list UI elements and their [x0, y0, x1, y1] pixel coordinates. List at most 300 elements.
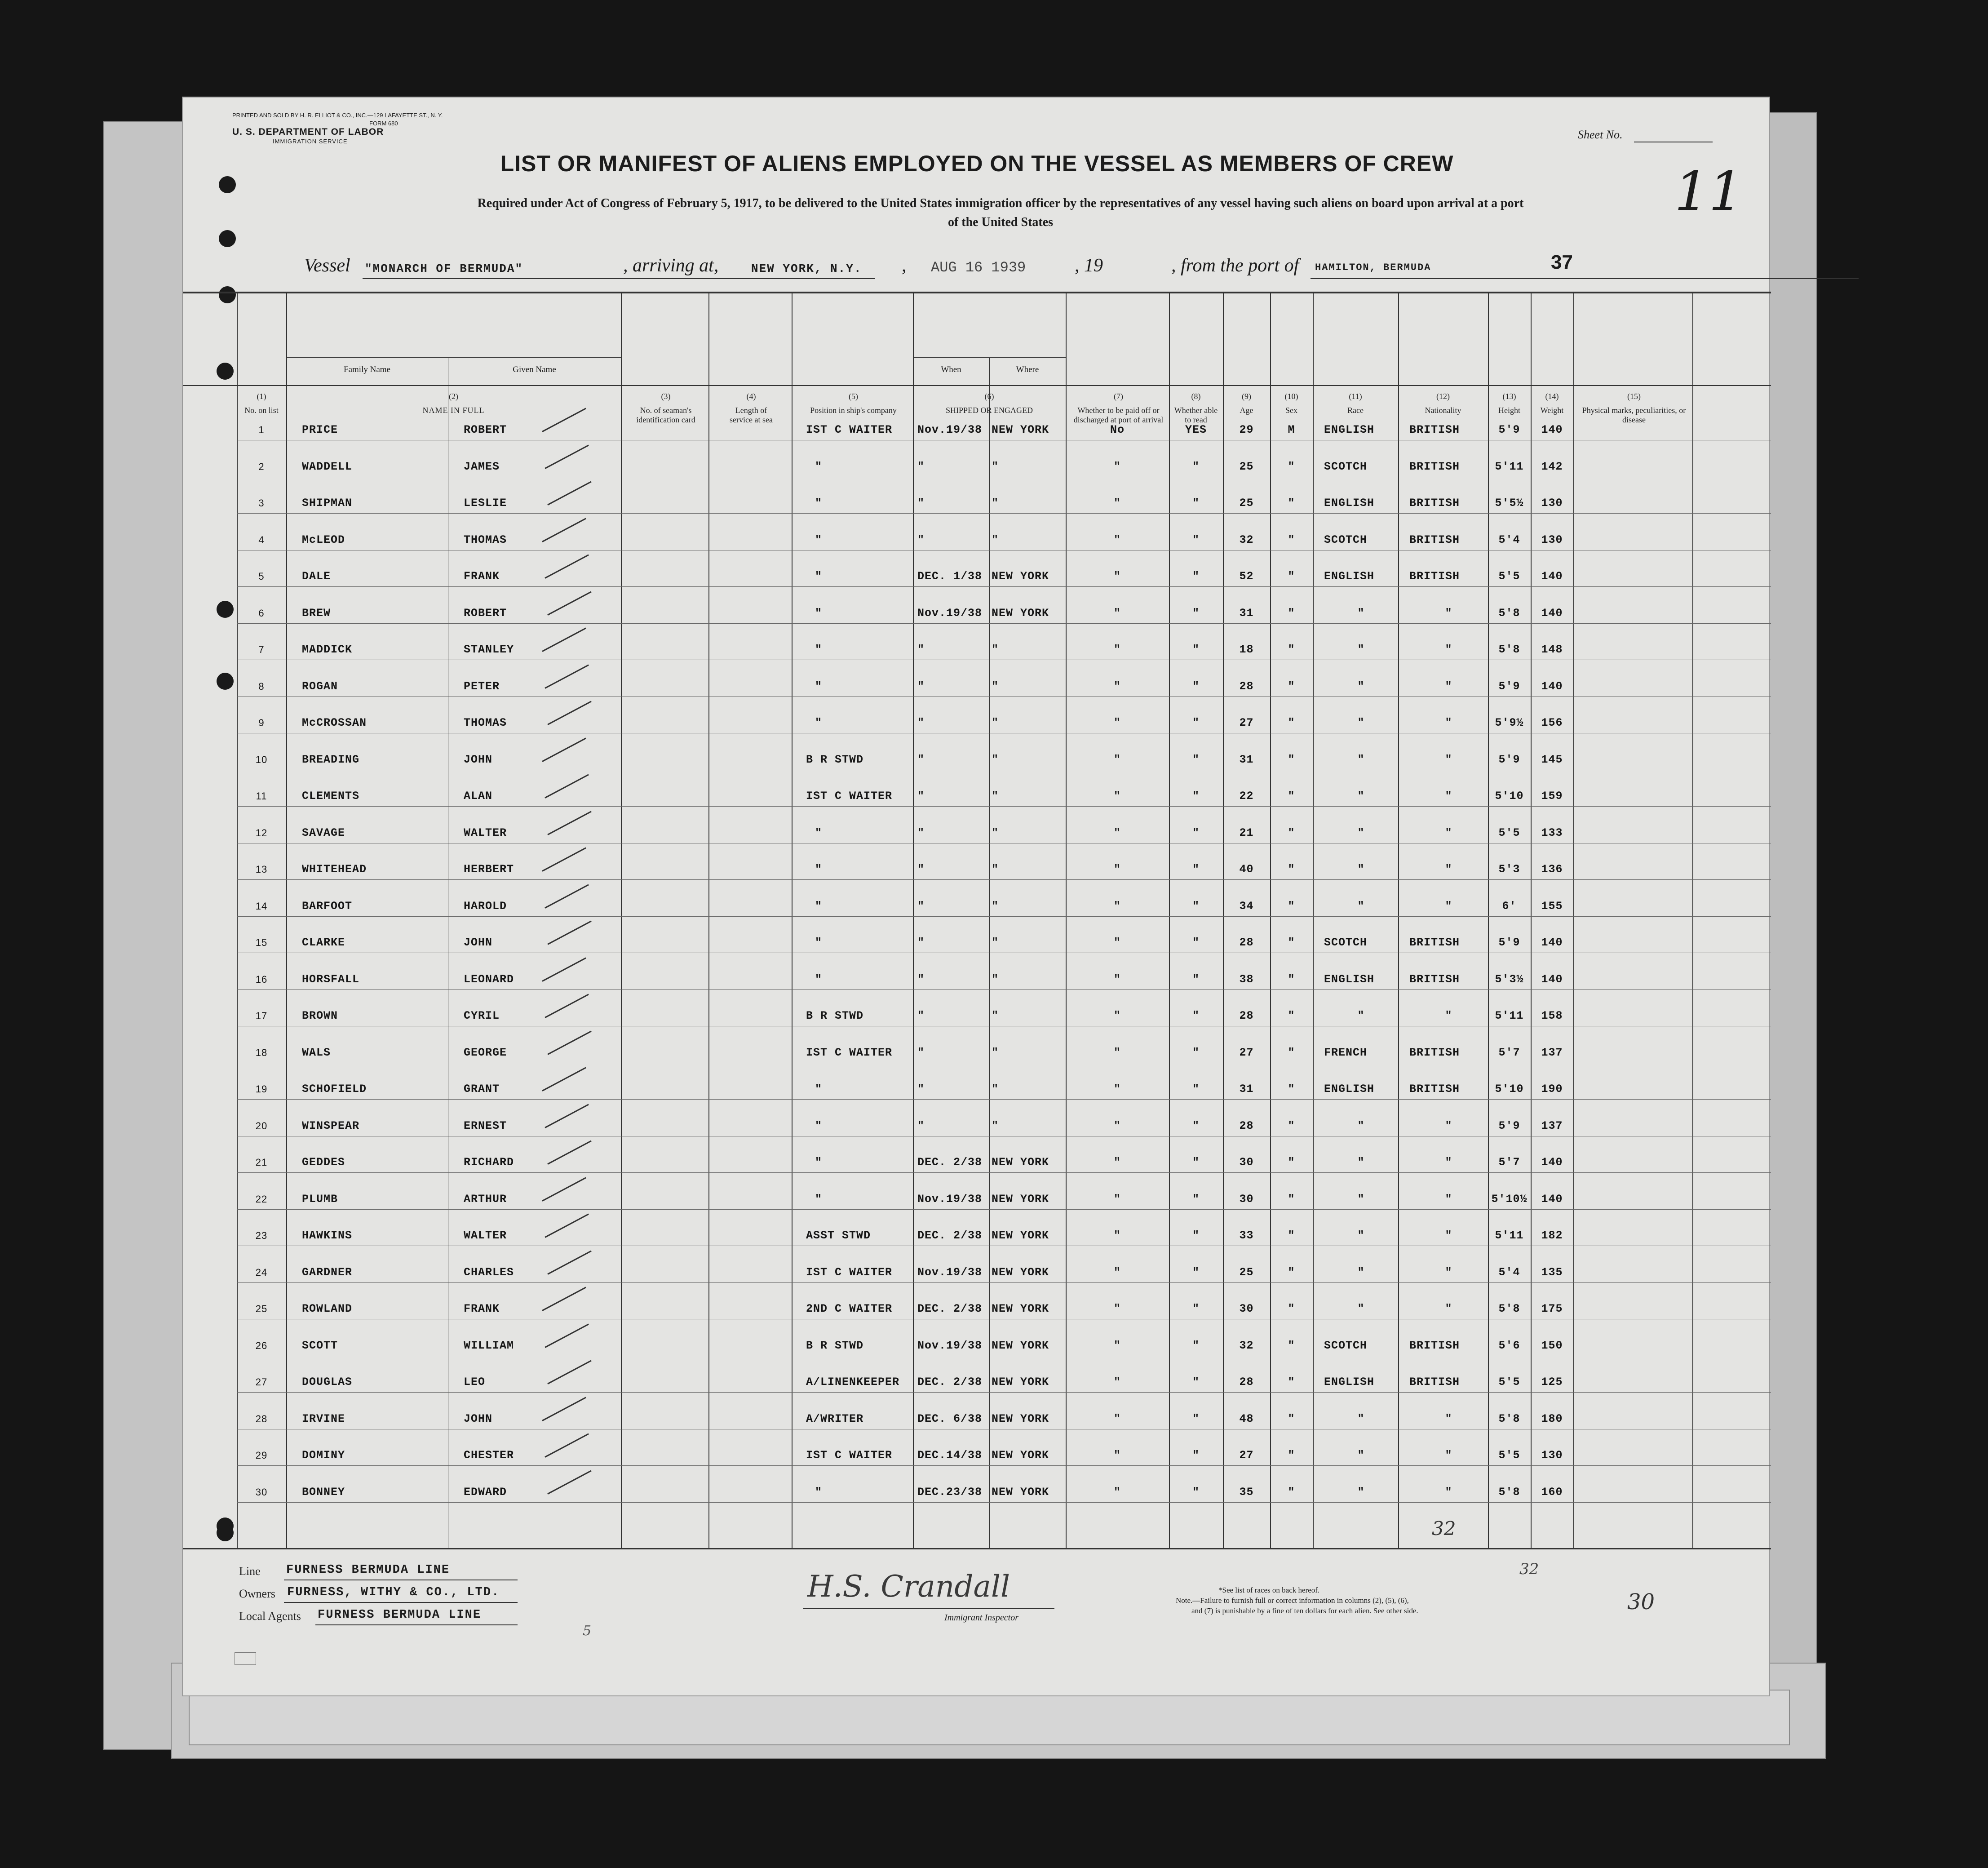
nationality-cell: BRITISH [1409, 936, 1460, 949]
shipped-where-cell: NEW YORK [992, 1485, 1049, 1499]
position-cell: " [815, 1485, 823, 1499]
paid-off-cell: " [1113, 497, 1121, 510]
position-cell: " [815, 826, 823, 839]
height-cell: 5'5 [1498, 1449, 1520, 1462]
able-to-read-cell: " [1192, 1339, 1200, 1352]
row-number-cell: 19 [255, 1083, 268, 1095]
paid-off-cell: " [1113, 1485, 1121, 1499]
shipped-where-cell: NEW YORK [992, 1192, 1049, 1206]
row-number-cell: 7 [258, 644, 265, 655]
paid-off-cell: " [1113, 1156, 1121, 1169]
shipped-where-cell: " [992, 533, 999, 546]
given-name-cell: ALAN [464, 790, 493, 803]
row-number-cell: 17 [255, 1010, 268, 1021]
owners-label: Owners [239, 1587, 275, 1600]
family-name-cell: IRVINE [302, 1412, 345, 1425]
nationality-cell: BRITISH [1409, 497, 1460, 510]
shipped-where-cell: NEW YORK [992, 1302, 1049, 1315]
age-cell: 28 [1239, 1119, 1254, 1132]
age-cell: 28 [1239, 936, 1254, 949]
race-cell: ENGLISH [1324, 497, 1375, 510]
paid-off-cell: " [1113, 716, 1121, 729]
shipped-where-cell: " [992, 863, 999, 876]
sex-cell: " [1288, 972, 1295, 986]
sex-cell: " [1288, 936, 1295, 949]
shipped-when-cell: " [917, 716, 925, 729]
shipped-when-cell: Nov.19/38 [917, 423, 983, 436]
nationality-cell: " [1445, 1192, 1452, 1206]
shipped-when-cell: Nov.19/38 [917, 1265, 983, 1279]
age-cell: 25 [1239, 460, 1254, 473]
race-cell: " [1357, 753, 1365, 766]
weight-cell: 140 [1541, 679, 1563, 693]
nationality-cell: BRITISH [1409, 1375, 1460, 1389]
column-header-race: (11) Race [1347, 392, 1364, 415]
position-cell: " [815, 1083, 823, 1096]
position-cell: " [815, 460, 823, 473]
shipped-where-cell: " [992, 460, 999, 473]
age-cell: 35 [1239, 1485, 1254, 1499]
shipped-where-cell: " [992, 1009, 999, 1022]
handwritten-mark-5: 5 [583, 1623, 592, 1639]
row-number-cell: 16 [255, 973, 268, 985]
sex-cell: " [1288, 1485, 1295, 1499]
manifest-page: PRINTED AND SOLD BY H. R. ELLIOT & CO., INC.—129 LAFAYETTE ST., N. Y. FORM 680 U. S. DEPARTMENT OF LABOR IMMIGRATION SERVICE Sheet No. 11 LIST OR MANIFEST OF ALIENS EMPLOYED ON THE VESSEL AS MEMBERS OF CREW Required under Act of Congress of February 5, 1917, to be delivered to the United States immigration officer by the representatives of any vessel having such aliens on board upon arrival at a port of the United States Vessel "MONARCH OF BERMUDA" , arriving at, NEW YORK, N.Y. , AUG 16 1939 , 19 , from the port of HAMILTON, BERMUDA 37 (1) No. on list (2) NAME IN FULL Family Name Given Name (3) No. of seaman's identification card (4) Length of service at sea (5) Position in ship's company (6) SHIPPED OR ENGAGED When Where (7) Whether to be paid off or discharged at port of arrival (8) Whether able to read (9) Age (10) Sex (11) Race (12) Nationality (13) Height (14) Weight (15) Physical marks, peculiarities, or disease 1 PRICE ROBERT IST C WAITER Nov.19/38 NEW YORK No YES 29 M ENGLISH BRITISH 5'9 140 2 WADDELL JAMES " " " " " 25 " SCOTCH BRITISH 5'11 142 3 SHIPMAN LESLIE " " " " " 25 " ENGLISH BRITISH 5'5½ 130 4 McLEOD THOMAS " " " " " 32 " SCOTCH BRITISH 5'4 130 5 DALE FRANK " DEC. 1/38 NEW YORK " " 52 " ENGLISH BRITISH 5'5 140 6 BREW ROBERT " Nov.19/38 NEW YORK " " 31 " " " 5'8 140 7 MADDICK STANLEY " " " " " 18 " " " 5'8 148 8 ROGAN PETER " " " " " 28 " " " 5'9 140 9 McCROSSAN THOMAS " " " " " 27 " " " 5'9½ 156 10 BREADING JOHN B R STWD " " " " 31 " " " 5'9 145 11 CLEMENTS ALAN IST C WAITER " " " " 22 " " " 5'10 159 12 SAVAGE WALTER " " " " " 21 " " " 5'5 133 13 WHITEHEAD HERBERT " " " " " 40 " " " 5'3 136 14 BARFOOT HAROLD " " " " " 34 " " " 6' 155 15 CLARKE JOHN " " " " " 28 " SCOTCH BRITISH 5'9 140 16 HORSFALL LEONARD " " " " " 38 " ENGLISH BRITISH 5'3½ 140 17 BROWN CYRIL B R STWD " " " " 28 " " " 5'11 158 18 WALS GEORGE IST C WAITER " " " " 27 " FRENCH BRITISH 5'7 137 19 SCHOFIELD GRANT " " " " " 31 " ENGLISH BRITISH 5'10 190 20 WINSPEAR ERNEST " " " " " 28 " " " 5'9 137 21 GEDDES RICHARD " DEC. 2/38 NEW YORK " " 30 " " " 5'7 140 22 PLUMB ARTHUR " Nov.19/38 NEW YORK " " 30 " " " 5'10½ 140 23 HAWKINS WALTER ASST STWD DEC. 2/38 NEW YORK " " 33 " " " 5'11 182 24 GARDNER CHARLES IST C WAITER Nov.19/38 NEW YORK " " 25 " " " 5'4 135 25 ROWLAND FRANK 2ND C WAITER DEC. 2/38 NEW YORK " " 30 " " " 5'8 175 26 SCOTT WILLIAM B R STWD Nov.19/38 NEW YORK " " 32 " SCOTCH BRITISH 5'6 150 27 DOUGLAS LEO A/LINENKEEPER DEC. 2/38 NEW YORK " " 28 " ENGLISH BRITISH 5'5 125 28 IRVINE JOHN A/WRITER DEC. 6/38 NEW YORK " " 48 " " " 5'8 180 29 DOMINY CHESTER IST C WAITER DEC.14/38 NEW YORK " " 27 " " " 5'5 130 30 BONNEY EDWARD " DEC.23/38 NEW YORK " " 35 " " " 5'8 160 32 Line FURNESS BERMUDA LINE Owners FURNESS, WITHY & CO., LTD. Local Agents FURNESS BERMUDA LINE H.S. Crandall Immigrant Inspector *See list of races on back hereof. Note.—Failure to furnish full or correct information in columns (2), (5), (6), and (7) is punishable by a fine of ten dollars for each alien. See other side. 32 30 5 [182, 97, 1770, 1696]
binder-hole [217, 601, 234, 618]
shipped-where-cell: NEW YORK [992, 1375, 1049, 1389]
column-header-weight: (14) Weight [1540, 392, 1564, 415]
shipped-when-cell: " [917, 753, 925, 766]
nationality-cell: " [1445, 1229, 1452, 1242]
vessel-label: Vessel [304, 255, 350, 276]
row-number-cell: 15 [255, 937, 268, 948]
nationality-cell: " [1445, 826, 1452, 839]
sex-cell: M [1288, 423, 1295, 436]
sex-cell: " [1288, 570, 1295, 583]
given-name-cell: JOHN [464, 936, 493, 949]
row-rule [237, 1392, 1771, 1393]
able-to-read-cell: " [1192, 1485, 1200, 1499]
races-note: *See list of races on back hereof. [1218, 1586, 1320, 1594]
family-name-cell: WHITEHEAD [302, 863, 367, 876]
race-cell: ENGLISH [1324, 1375, 1375, 1389]
age-cell: 29 [1239, 423, 1254, 436]
able-to-read-cell: " [1192, 533, 1200, 546]
race-cell: " [1357, 716, 1365, 729]
shipped-when-cell: Nov.19/38 [917, 1192, 983, 1206]
weight-cell: 140 [1541, 972, 1563, 986]
weight-cell: 158 [1541, 1009, 1563, 1022]
shipped-where-cell: " [992, 826, 999, 839]
union-label-stamp [235, 1652, 256, 1665]
position-cell: B R STWD [806, 1009, 864, 1022]
row-number-cell: 5 [258, 571, 265, 582]
height-cell: 5'11 [1495, 1009, 1524, 1022]
sex-cell: " [1288, 753, 1295, 766]
shipped-where-cell: " [992, 716, 999, 729]
column-header-service-length: (4) Length of service at sea [730, 392, 773, 424]
given-name-cell: WALTER [464, 1229, 507, 1242]
position-cell: A/WRITER [806, 1412, 864, 1425]
weight-cell: 160 [1541, 1485, 1563, 1499]
nationality-cell: " [1445, 899, 1452, 913]
height-cell: 5'5 [1498, 570, 1520, 583]
column-header-shipped: (6) SHIPPED OR ENGAGED [945, 392, 1033, 415]
height-cell: 5'9 [1498, 1119, 1520, 1132]
position-cell: " [815, 679, 823, 693]
given-name-cell: EDWARD [464, 1485, 507, 1499]
race-cell: FRENCH [1324, 1046, 1368, 1059]
position-cell: IST C WAITER [806, 1265, 893, 1279]
given-name-cell: STANLEY [464, 643, 514, 656]
sex-cell: " [1288, 1009, 1295, 1022]
paid-off-cell: " [1113, 753, 1121, 766]
family-name-cell: SCHOFIELD [302, 1083, 367, 1096]
sex-cell: " [1288, 679, 1295, 693]
arrival-date-stamp: AUG 16 1939 [931, 259, 1026, 276]
family-name-cell: DOUGLAS [302, 1375, 353, 1389]
paid-off-cell: " [1113, 1449, 1121, 1462]
height-cell: 5'6 [1498, 1339, 1520, 1352]
given-name-cell: CHARLES [464, 1265, 514, 1279]
row-number-cell: 26 [255, 1340, 268, 1351]
position-cell: " [815, 533, 823, 546]
weight-cell: 155 [1541, 899, 1563, 913]
arriving-label: , arriving at, [623, 255, 719, 276]
position-cell: IST C WAITER [806, 1449, 893, 1462]
able-to-read-cell: " [1192, 936, 1200, 949]
given-name-cell: ROBERT [464, 606, 507, 620]
shipped-where-cell: NEW YORK [992, 1156, 1049, 1169]
handwritten-mark-30: 30 [1627, 1589, 1655, 1615]
shipped-when-cell: " [917, 679, 925, 693]
given-name-cell: LEO [464, 1375, 486, 1389]
weight-cell: 145 [1541, 753, 1563, 766]
family-name-cell: BARFOOT [302, 899, 353, 913]
family-name-cell: DALE [302, 570, 331, 583]
family-name-cell: SHIPMAN [302, 497, 353, 510]
height-cell: 5'7 [1498, 1156, 1520, 1169]
column-header-position: (5) Position in ship's company [810, 392, 897, 415]
position-cell: B R STWD [806, 1339, 864, 1352]
shipped-when-cell: DEC. 2/38 [917, 1156, 983, 1169]
race-cell: " [1357, 790, 1365, 803]
family-name-cell: HORSFALL [302, 972, 360, 986]
handwritten-tally: 32 [1432, 1517, 1456, 1540]
shipped-when-cell: " [917, 790, 925, 803]
nationality-cell: " [1445, 1302, 1452, 1315]
family-name-cell: WADDELL [302, 460, 353, 473]
weight-cell: 175 [1541, 1302, 1563, 1315]
height-cell: 5'11 [1495, 460, 1524, 473]
age-cell: 22 [1239, 790, 1254, 803]
manifest-number: 37 [1551, 251, 1573, 273]
shipped-where-cell: " [992, 753, 999, 766]
from-port-underline [1311, 278, 1859, 279]
family-name-cell: McLEOD [302, 533, 345, 546]
sex-cell: " [1288, 606, 1295, 620]
given-name-cell: ARTHUR [464, 1192, 507, 1206]
height-cell: 5'7 [1498, 1046, 1520, 1059]
family-name-cell: McCROSSAN [302, 716, 367, 729]
able-to-read-cell: " [1192, 643, 1200, 656]
able-to-read-cell: " [1192, 863, 1200, 876]
sex-cell: " [1288, 1302, 1295, 1315]
row-number-cell: 28 [255, 1413, 268, 1424]
able-to-read-cell: " [1192, 1156, 1200, 1169]
paid-off-cell: " [1113, 1302, 1121, 1315]
binder-hole [217, 673, 234, 690]
nationality-cell: BRITISH [1409, 570, 1460, 583]
family-name-cell: BROWN [302, 1009, 338, 1022]
shipped-when-cell: " [917, 1083, 925, 1096]
position-cell: " [815, 570, 823, 583]
shipped-when-cell: " [917, 533, 925, 546]
able-to-read-cell: " [1192, 1449, 1200, 1462]
shipped-where-cell: " [992, 936, 999, 949]
row-number-cell: 12 [255, 827, 268, 839]
weight-cell: 140 [1541, 1156, 1563, 1169]
column-header-id-card: (3) No. of seaman's identification card [636, 392, 695, 424]
given-name-cell: WILLIAM [464, 1339, 514, 1352]
able-to-read-cell: " [1192, 606, 1200, 620]
position-cell: IST C WAITER [806, 790, 893, 803]
position-cell: " [815, 497, 823, 510]
given-name-cell: FRANK [464, 570, 500, 583]
column-header-age: (9) Age [1240, 392, 1253, 415]
penalty-note-line-2: and (7) is punishable by a fine of ten dollars for each alien. See other side. [1191, 1606, 1418, 1615]
sex-cell: " [1288, 1339, 1295, 1352]
shipped-when-cell: Nov.19/38 [917, 606, 983, 620]
height-cell: 5'3 [1498, 863, 1520, 876]
age-cell: 28 [1239, 1009, 1254, 1022]
row-rule [237, 989, 1771, 990]
nationality-cell: BRITISH [1409, 460, 1460, 473]
paid-off-cell: " [1113, 1412, 1121, 1425]
height-cell: 5'9 [1498, 753, 1520, 766]
paid-off-cell: " [1113, 1375, 1121, 1389]
shipped-where-cell: NEW YORK [992, 570, 1049, 583]
column-header-no: (1) No. on list [244, 392, 279, 415]
race-cell: " [1357, 1485, 1365, 1499]
paid-off-cell: " [1113, 1229, 1121, 1242]
sex-cell: " [1288, 899, 1295, 913]
position-cell: ASST STWD [806, 1229, 871, 1242]
row-number-cell: 25 [255, 1303, 268, 1314]
weight-cell: 140 [1541, 570, 1563, 583]
height-cell: 5'10½ [1491, 1192, 1528, 1206]
column-header-physical-marks: (15) Physical marks, peculiarities, or disease [1582, 392, 1686, 424]
shipped-where-cell: " [992, 790, 999, 803]
vessel-name: "MONARCH OF BERMUDA" [365, 262, 523, 275]
family-name-cell: WALS [302, 1046, 331, 1059]
row-rule [237, 1502, 1771, 1503]
nationality-cell: " [1445, 863, 1452, 876]
weight-cell: 140 [1541, 423, 1563, 436]
paid-off-cell: " [1113, 1083, 1121, 1096]
paid-off-cell: " [1113, 936, 1121, 949]
race-cell: " [1357, 1229, 1365, 1242]
inspector-label: Immigrant Inspector [944, 1613, 1018, 1623]
given-name-cell: HAROLD [464, 899, 507, 913]
inspector-signature: H.S. Crandall [807, 1569, 1010, 1604]
family-name-cell: PLUMB [302, 1192, 338, 1206]
paid-off-cell: " [1113, 460, 1121, 473]
column-subheader-family-name: Family Name [344, 365, 390, 374]
given-name-cell: ERNEST [464, 1119, 507, 1132]
age-cell: 31 [1239, 1083, 1254, 1096]
position-cell: " [815, 643, 823, 656]
position-cell: IST C WAITER [806, 423, 893, 436]
row-rule [237, 806, 1771, 807]
paid-off-cell: " [1113, 533, 1121, 546]
row-number-cell: 23 [255, 1230, 268, 1241]
age-cell: 32 [1239, 1339, 1254, 1352]
shipped-where-cell: " [992, 1083, 999, 1096]
shipped-where-cell: NEW YORK [992, 1339, 1049, 1352]
able-to-read-cell: " [1192, 497, 1200, 510]
race-cell: " [1357, 1412, 1365, 1425]
able-to-read-cell: " [1192, 972, 1200, 986]
age-cell: 31 [1239, 606, 1254, 620]
height-cell: 5'8 [1498, 1412, 1520, 1425]
age-cell: 30 [1239, 1302, 1254, 1315]
shipped-where-cell: NEW YORK [992, 1265, 1049, 1279]
paid-off-cell: " [1113, 1339, 1121, 1352]
row-number-cell: 18 [255, 1047, 268, 1058]
weight-cell: 140 [1541, 1192, 1563, 1206]
column-subheader-where: Where [1016, 365, 1039, 374]
row-number-cell: 10 [255, 754, 268, 765]
column-header-paid-off: (7) Whether to be paid off or discharged at port of arrival [1073, 392, 1164, 424]
shipped-when-cell: DEC. 1/38 [917, 570, 983, 583]
shipped-when-cell: " [917, 1119, 925, 1132]
given-name-cell: LESLIE [464, 497, 507, 510]
weight-cell: 135 [1541, 1265, 1563, 1279]
row-rule [237, 1099, 1771, 1100]
given-name-cell: RICHARD [464, 1156, 514, 1169]
position-cell: " [815, 936, 823, 949]
row-number-cell: 27 [255, 1376, 268, 1388]
sex-cell: " [1288, 826, 1295, 839]
row-rule [237, 1465, 1771, 1466]
weight-cell: 148 [1541, 643, 1563, 656]
nationality-cell: " [1445, 1485, 1452, 1499]
paid-off-cell: " [1113, 1009, 1121, 1022]
row-number-cell: 9 [258, 717, 265, 728]
sex-cell: " [1288, 1156, 1295, 1169]
height-cell: 5'5 [1498, 826, 1520, 839]
weight-cell: 137 [1541, 1119, 1563, 1132]
age-cell: 27 [1239, 1046, 1254, 1059]
shipped-where-cell: " [992, 643, 999, 656]
paid-off-cell: " [1113, 826, 1121, 839]
position-cell: " [815, 1192, 823, 1206]
sex-cell: " [1288, 497, 1295, 510]
shipped-where-cell: " [992, 497, 999, 510]
sex-cell: " [1288, 1046, 1295, 1059]
row-rule [237, 1282, 1771, 1283]
shipped-when-cell: DEC. 2/38 [917, 1229, 983, 1242]
paid-off-cell: " [1113, 972, 1121, 986]
background-sheet-bottom-inner [189, 1690, 1790, 1745]
column-header-height: (13) Height [1498, 392, 1520, 415]
paid-off-cell: " [1113, 899, 1121, 913]
shipped-when-cell: " [917, 1046, 925, 1059]
family-name-cell: SAVAGE [302, 826, 345, 839]
row-rule [237, 623, 1771, 624]
height-cell: 5'9 [1498, 423, 1520, 436]
given-name-cell: ROBERT [464, 423, 507, 436]
race-cell: SCOTCH [1324, 936, 1368, 949]
weight-cell: 182 [1541, 1229, 1563, 1242]
given-name-cell: HERBERT [464, 863, 514, 876]
given-name-cell: JOHN [464, 753, 493, 766]
row-number-cell: 29 [255, 1450, 268, 1461]
position-cell: IST C WAITER [806, 1046, 893, 1059]
position-cell: " [815, 863, 823, 876]
family-name-cell: HAWKINS [302, 1229, 353, 1242]
table-bottom-rule [183, 1548, 1771, 1549]
nationality-cell: " [1445, 790, 1452, 803]
year-label: , 19 [1075, 255, 1103, 276]
weight-cell: 125 [1541, 1375, 1563, 1389]
age-cell: 48 [1239, 1412, 1254, 1425]
age-cell: 30 [1239, 1192, 1254, 1206]
able-to-read-cell: " [1192, 1083, 1200, 1096]
weight-cell: 140 [1541, 606, 1563, 620]
shipped-when-cell: " [917, 643, 925, 656]
able-to-read-cell: " [1192, 1192, 1200, 1206]
sex-cell: " [1288, 643, 1295, 656]
family-name-cell: CLEMENTS [302, 790, 360, 803]
sheet-number-handwritten: 11 [1674, 160, 1743, 223]
given-name-cell: LEONARD [464, 972, 514, 986]
row-number-cell: 4 [258, 534, 265, 546]
sex-cell: " [1288, 1412, 1295, 1425]
nationality-cell: BRITISH [1409, 972, 1460, 986]
shipped-when-cell: " [917, 972, 925, 986]
shipped-where-cell: NEW YORK [992, 423, 1049, 436]
race-cell: ENGLISH [1324, 570, 1375, 583]
age-cell: 28 [1239, 679, 1254, 693]
given-name-cell: THOMAS [464, 533, 507, 546]
family-name-cell: CLARKE [302, 936, 345, 949]
height-cell: 5'3½ [1495, 972, 1524, 986]
row-rule [237, 1209, 1771, 1210]
shipped-when-cell: " [917, 826, 925, 839]
shipped-when-cell: " [917, 899, 925, 913]
nationality-cell: BRITISH [1409, 1083, 1460, 1096]
sex-cell: " [1288, 460, 1295, 473]
nationality-cell: BRITISH [1409, 1046, 1460, 1059]
able-to-read-cell: " [1192, 1375, 1200, 1389]
position-cell: " [815, 972, 823, 986]
able-to-read-cell: " [1192, 899, 1200, 913]
height-cell: 5'10 [1495, 790, 1524, 803]
given-name-cell: WALTER [464, 826, 507, 839]
able-to-read-cell: " [1192, 1229, 1200, 1242]
form-subtitle [300, 194, 1701, 232]
race-cell: SCOTCH [1324, 460, 1368, 473]
row-number-cell: 30 [255, 1486, 268, 1498]
from-port-label: , from the port of [1171, 255, 1299, 276]
weight-cell: 140 [1541, 936, 1563, 949]
race-cell: SCOTCH [1324, 533, 1368, 546]
paid-off-cell: " [1113, 570, 1121, 583]
paid-off-cell: " [1113, 606, 1121, 620]
race-cell: " [1357, 826, 1365, 839]
